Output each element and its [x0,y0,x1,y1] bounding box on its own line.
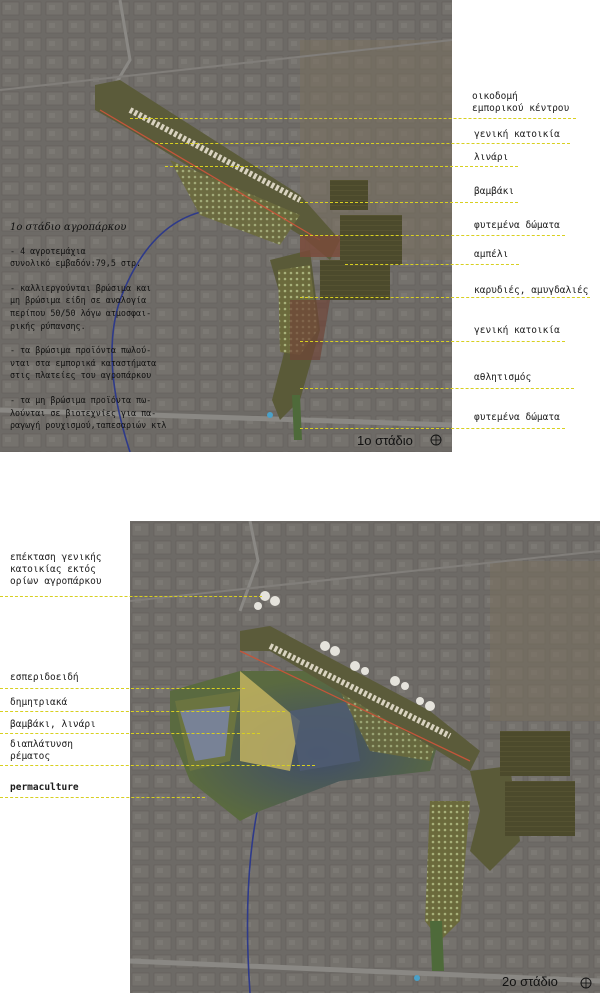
guide-line [0,688,245,689]
stage2-map-drawing [130,521,600,993]
note-line: ρικής ρύπανσης. [10,320,86,331]
guide-line [0,733,260,734]
note-line: νται στα εμπορικά καταστήματα [10,357,157,368]
annotation-label: λινάρι [474,152,509,163]
guide-line [0,596,262,597]
note-line: - 4 αγροτεμάχια [10,245,86,256]
note-line: περίπου 50/50 λόγω ατμοσφαι- [10,307,152,318]
stage1-notes-title: 1ο στάδιο αγροπάρκου [10,222,127,233]
guide-line [300,297,590,298]
note-line: μη βρώσιμα είδη σε αναλογία [10,295,147,306]
annotation-line: διαπλάτυνση [10,739,73,750]
stage2-map [130,521,600,993]
note-line: συνολικό εμβαδόν:79,5 στρ. [10,258,142,269]
note-line: ραγωγή ρουχισμού,ταπεσαριών κτλ [10,420,167,431]
annotation-label: καρυδιές, αμυγδαλιές [474,285,589,296]
annotation-label: φυτεμένα δώματα [474,220,560,231]
annotation-label: εσπεριδοειδή [10,672,79,683]
note-item [10,282,188,332]
guide-line [0,711,285,712]
guide-line [130,118,576,119]
guide-line [300,341,565,342]
annotation-label: αθλητισμός [474,372,532,383]
annotation-line: οικοδομή [472,91,518,102]
annotation-line: ορίων αγροπάρκου [10,576,102,587]
north-arrow-icon [580,977,592,989]
guide-line [0,797,205,798]
guide-line [165,166,518,167]
guide-line [300,202,518,203]
annotation-label: βαμβάκι, λινάρι [10,719,96,730]
guide-line [155,143,570,144]
guide-line [0,765,315,766]
note-item [10,394,188,432]
note-line: - καλλιεργούνται βρώσιμα και [10,282,152,293]
annotation-label: permaculture [10,782,79,793]
note-line: - τα μη βρώσιμα προϊόντα πω- [10,394,152,405]
guide-line [300,428,565,429]
note-line: στις πλατείες του αγροπάρκου [10,370,152,381]
note-line: λούνται σε βιοτεχνίες για πα- [10,407,157,418]
note-item [10,245,188,270]
guide-line [345,264,519,265]
annotation-label: γενική κατοικία [474,129,560,140]
annotation-label [472,91,569,115]
annotation-line: επέκταση γενικής [10,552,102,563]
annotation-label [10,739,73,763]
guide-line [300,235,565,236]
stage1-label: 1ο στάδιο [357,433,413,448]
annotation-line: εμπορικού κέντρου [472,103,570,114]
annotation-line: κατοικίας εκτός [10,564,96,575]
north-arrow-icon [430,434,442,446]
stage2-label: 2ο στάδιο [502,974,558,989]
note-line: - τα βρώσιμα προϊόντα πωλού- [10,345,152,356]
annotation-line: ρέματος [10,751,51,762]
stage1-notes [10,222,188,444]
annotation-label: αμπέλι [474,249,509,260]
annotation-label: βαμβάκι [474,186,515,197]
annotation-label: φυτεμένα δώματα [474,412,560,423]
note-item [10,344,188,382]
annotation-label: γενική κατοικία [474,325,560,336]
annotation-label [10,552,102,588]
guide-line [300,388,574,389]
annotation-label: δημητριακά [10,697,68,708]
